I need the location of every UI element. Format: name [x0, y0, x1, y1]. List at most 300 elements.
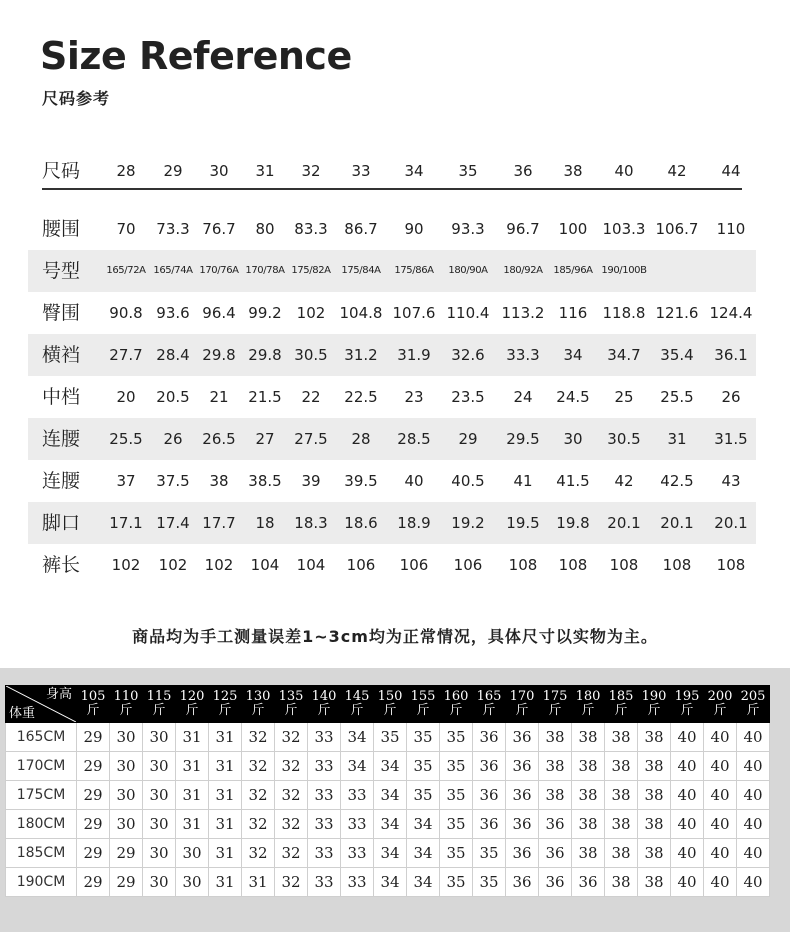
size-header-cell: 34: [404, 162, 424, 180]
weight-value: 120: [179, 689, 205, 704]
weight-size-table: [5, 685, 770, 897]
weight-header-cell: [605, 686, 638, 723]
measure-value: 20.5: [156, 388, 190, 406]
weight-unit: 斤: [152, 703, 166, 718]
recommended-size-cell: 30: [143, 723, 176, 752]
size-header-cell: 40: [614, 162, 634, 180]
measure-value: 27.7: [109, 346, 143, 364]
weight-unit: 斤: [350, 703, 364, 718]
measure-value: 70: [116, 220, 136, 238]
size-measure-row: [28, 292, 756, 334]
measure-value: 22: [301, 388, 321, 406]
measure-value: 93.3: [451, 220, 485, 238]
measure-value: 18.6: [344, 514, 378, 532]
measure-value: 31.5: [714, 430, 748, 448]
recommended-size-cell: 35: [440, 839, 473, 868]
recommended-size-cell: 38: [605, 781, 638, 810]
recommended-size-cell: 35: [440, 752, 473, 781]
measure-value: 17.4: [156, 514, 190, 532]
measure-value: 20.1: [660, 514, 694, 532]
height-row: [6, 752, 770, 781]
recommended-size-cell: 30: [176, 839, 209, 868]
measure-value: 165/72A: [106, 265, 146, 276]
recommended-size-cell: 30: [143, 752, 176, 781]
height-label: 180CM: [6, 810, 77, 839]
measure-value: 31.9: [397, 346, 431, 364]
measure-label: 裤长: [42, 554, 81, 576]
weight-unit: 斤: [680, 703, 694, 718]
recommended-size-cell: 34: [407, 868, 440, 897]
weight-unit: 斤: [713, 703, 727, 718]
measure-value: 34.7: [607, 346, 641, 364]
weight-unit: 斤: [86, 703, 100, 718]
measure-value: 39.5: [344, 472, 378, 490]
measure-value: 17.1: [109, 514, 143, 532]
recommended-size-cell: 29: [77, 723, 110, 752]
recommended-size-cell: 40: [671, 868, 704, 897]
measure-value: 103.3: [602, 220, 646, 238]
weight-value: 150: [377, 689, 403, 704]
measure-value: 124.4: [709, 304, 753, 322]
measure-value: 185/96A: [553, 265, 593, 276]
recommended-size-cell: 38: [638, 781, 671, 810]
measure-value: 113.2: [501, 304, 545, 322]
weight-unit: 斤: [185, 703, 199, 718]
measure-value: 20.1: [607, 514, 641, 532]
size-measure-row: [28, 250, 756, 292]
recommended-size-cell: 36: [506, 723, 539, 752]
measure-value: 29: [458, 430, 478, 448]
measure-value: 20: [116, 388, 136, 406]
measure-value: 21.5: [248, 388, 282, 406]
recommended-size-cell: 29: [77, 752, 110, 781]
weight-header-cell: [374, 686, 407, 723]
measure-value: 102: [296, 304, 326, 322]
measure-value: 110.4: [446, 304, 490, 322]
recommended-size-cell: 30: [143, 839, 176, 868]
measure-value: 106: [346, 556, 376, 574]
measure-value: 43: [721, 472, 741, 490]
measure-value: 29.8: [248, 346, 282, 364]
recommended-size-cell: 32: [275, 752, 308, 781]
weight-header-cell: [539, 686, 572, 723]
measure-value: 110: [716, 220, 746, 238]
recommended-size-cell: 33: [308, 723, 341, 752]
measure-value: 93.6: [156, 304, 190, 322]
weight-value: 205: [740, 689, 766, 704]
recommended-size-cell: 30: [110, 723, 143, 752]
measure-value: 19.2: [451, 514, 485, 532]
recommended-size-cell: 38: [605, 723, 638, 752]
measure-value: 24.5: [556, 388, 590, 406]
recommended-size-cell: 31: [209, 781, 242, 810]
measure-value: 37.5: [156, 472, 190, 490]
measure-value: 100: [558, 220, 588, 238]
corner-cell: [6, 686, 77, 723]
recommended-size-cell: 36: [539, 810, 572, 839]
recommended-size-cell: 38: [572, 752, 605, 781]
measure-value: 76.7: [202, 220, 236, 238]
recommended-size-cell: 38: [605, 752, 638, 781]
recommended-size-cell: 36: [506, 810, 539, 839]
recommended-size-cell: 34: [341, 723, 374, 752]
weight-value: 155: [410, 689, 436, 704]
recommended-size-cell: 34: [374, 839, 407, 868]
measure-value: 170/78A: [245, 265, 285, 276]
recommended-size-cell: 34: [374, 810, 407, 839]
height-row: [6, 810, 770, 839]
measure-label: 横裆: [42, 344, 81, 366]
recommended-size-cell: 31: [176, 781, 209, 810]
recommended-size-cell: 31: [209, 810, 242, 839]
measure-value: 83.3: [294, 220, 328, 238]
recommended-size-cell: 33: [308, 752, 341, 781]
size-header-label: 尺码: [42, 160, 81, 182]
measure-value: 29.8: [202, 346, 236, 364]
measure-value: 23.5: [451, 388, 485, 406]
measure-value: 17.7: [202, 514, 236, 532]
recommended-size-cell: 30: [176, 868, 209, 897]
recommended-size-cell: 35: [374, 723, 407, 752]
height-label: 190CM: [6, 868, 77, 897]
recommended-size-cell: 40: [671, 723, 704, 752]
recommended-size-cell: 31: [176, 723, 209, 752]
recommended-size-cell: 36: [473, 810, 506, 839]
measure-value: 108: [508, 556, 538, 574]
measure-label: 臀围: [42, 302, 81, 324]
measure-value: 38: [209, 472, 229, 490]
measure-value: 102: [158, 556, 188, 574]
recommended-size-cell: 33: [308, 839, 341, 868]
recommended-size-cell: 40: [671, 839, 704, 868]
recommended-size-cell: 33: [341, 810, 374, 839]
weight-value: 170: [509, 689, 535, 704]
recommended-size-cell: 33: [308, 868, 341, 897]
recommended-size-cell: 32: [242, 839, 275, 868]
measure-value: 96.7: [506, 220, 540, 238]
height-label: 170CM: [6, 752, 77, 781]
measurement-note: 商品均为手工测量误差1~3cm均为正常情况，具体尺寸以实物为主。: [132, 627, 658, 646]
recommended-size-cell: 32: [275, 868, 308, 897]
recommended-size-cell: 31: [176, 752, 209, 781]
recommended-size-cell: 30: [143, 781, 176, 810]
recommended-size-cell: 40: [704, 781, 737, 810]
measure-value: 41: [513, 472, 533, 490]
measure-value: 33.3: [506, 346, 540, 364]
measure-value: 31.2: [344, 346, 378, 364]
measure-value: 26.5: [202, 430, 236, 448]
recommended-size-cell: 36: [473, 752, 506, 781]
recommended-size-cell: 36: [506, 839, 539, 868]
weight-value: 135: [278, 689, 304, 704]
measure-value: 22.5: [344, 388, 378, 406]
weight-header-cell: [77, 686, 110, 723]
recommended-size-cell: 33: [308, 810, 341, 839]
recommended-size-cell: 40: [737, 752, 770, 781]
measure-value: 21: [209, 388, 229, 406]
measure-label: 号型: [42, 260, 81, 282]
recommended-size-cell: 40: [737, 868, 770, 897]
recommended-size-cell: 35: [407, 752, 440, 781]
measure-value: 32.6: [451, 346, 485, 364]
measure-value: 23: [404, 388, 424, 406]
recommended-size-cell: 29: [110, 868, 143, 897]
measure-value: 96.4: [202, 304, 236, 322]
weight-header-cell: [341, 686, 374, 723]
recommended-size-cell: 32: [242, 810, 275, 839]
recommended-size-cell: 31: [209, 723, 242, 752]
measure-value: 90.8: [109, 304, 143, 322]
size-measure-row: [28, 334, 756, 376]
weight-header-cell: [176, 686, 209, 723]
measure-value: 180/92A: [503, 265, 543, 276]
weight-header-cell: [110, 686, 143, 723]
weight-size-chart: [0, 668, 790, 932]
weight-value: 190: [641, 689, 667, 704]
recommended-size-cell: 36: [506, 752, 539, 781]
weight-value: 140: [311, 689, 337, 704]
measure-value: 175/86A: [394, 265, 434, 276]
measure-value: 108: [716, 556, 746, 574]
recommended-size-cell: 35: [473, 868, 506, 897]
measure-value: 42: [614, 472, 634, 490]
measure-value: 35.4: [660, 346, 694, 364]
measure-value: 104: [296, 556, 326, 574]
recommended-size-cell: 32: [242, 723, 275, 752]
height-row: [6, 868, 770, 897]
measure-value: 170/76A: [199, 265, 239, 276]
recommended-size-cell: 35: [440, 723, 473, 752]
measure-value: 34: [563, 346, 583, 364]
measure-value: 27.5: [294, 430, 328, 448]
page-title: Size Reference: [40, 34, 352, 78]
recommended-size-cell: 40: [704, 810, 737, 839]
recommended-size-cell: 38: [572, 839, 605, 868]
measure-value: 38.5: [248, 472, 282, 490]
weight-value: 200: [707, 689, 733, 704]
measure-value: 116: [558, 304, 588, 322]
recommended-size-cell: 36: [473, 723, 506, 752]
recommended-size-cell: 35: [407, 723, 440, 752]
measure-value: 106.7: [655, 220, 699, 238]
recommended-size-cell: 29: [77, 839, 110, 868]
recommended-size-cell: 38: [605, 868, 638, 897]
recommended-size-cell: 30: [110, 781, 143, 810]
measure-value: 42.5: [660, 472, 694, 490]
measure-label: 中档: [42, 386, 81, 408]
weight-value: 115: [146, 689, 172, 704]
measure-value: 26: [163, 430, 183, 448]
recommended-size-cell: 40: [704, 839, 737, 868]
measure-value: 190/100B: [601, 265, 647, 276]
recommended-size-cell: 38: [638, 810, 671, 839]
recommended-size-cell: 35: [440, 810, 473, 839]
weight-value: 130: [245, 689, 271, 704]
size-measure-row: [28, 376, 756, 418]
weight-header-cell: [275, 686, 308, 723]
weight-header-cell: [440, 686, 473, 723]
recommended-size-cell: 32: [242, 752, 275, 781]
measure-value: 28: [351, 430, 371, 448]
weight-unit: 斤: [218, 703, 232, 718]
recommended-size-cell: 31: [209, 839, 242, 868]
weight-header-cell: [209, 686, 242, 723]
recommended-size-cell: 30: [143, 810, 176, 839]
measure-value: 104: [250, 556, 280, 574]
recommended-size-cell: 38: [638, 868, 671, 897]
measure-value: 27: [255, 430, 275, 448]
recommended-size-cell: 36: [539, 868, 572, 897]
recommended-size-cell: 38: [539, 752, 572, 781]
recommended-size-cell: 29: [110, 839, 143, 868]
measure-value: 121.6: [655, 304, 699, 322]
weight-value: 105: [80, 689, 106, 704]
weight-value: 185: [608, 689, 634, 704]
recommended-size-cell: 36: [572, 868, 605, 897]
weight-header-cell: [308, 686, 341, 723]
measure-value: 37: [116, 472, 136, 490]
measure-value: 180/90A: [448, 265, 488, 276]
corner-height-label: 身高: [45, 687, 72, 702]
weight-value: 145: [344, 689, 370, 704]
weight-value: 175: [542, 689, 568, 704]
recommended-size-cell: 40: [704, 868, 737, 897]
measure-label: 连腰: [42, 470, 81, 492]
measure-value: 18.9: [397, 514, 431, 532]
recommended-size-cell: 32: [242, 781, 275, 810]
recommended-size-cell: 40: [704, 752, 737, 781]
height-label: 165CM: [6, 723, 77, 752]
measure-value: 28.4: [156, 346, 190, 364]
recommended-size-cell: 40: [704, 723, 737, 752]
weight-unit: 斤: [548, 703, 562, 718]
measure-value: 106: [453, 556, 483, 574]
recommended-size-cell: 31: [209, 752, 242, 781]
weight-unit: 斤: [284, 703, 298, 718]
recommended-size-cell: 36: [539, 839, 572, 868]
size-header-cell: 29: [163, 162, 183, 180]
size-header-cell: 33: [351, 162, 371, 180]
weight-header-cell: [407, 686, 440, 723]
recommended-size-cell: 38: [638, 752, 671, 781]
measure-value: 18.3: [294, 514, 328, 532]
recommended-size-cell: 35: [440, 781, 473, 810]
measure-value: 108: [558, 556, 588, 574]
recommended-size-cell: 40: [671, 810, 704, 839]
weight-value: 160: [443, 689, 469, 704]
size-header-cell: 35: [458, 162, 478, 180]
weight-unit: 斤: [482, 703, 496, 718]
measure-value: 19.5: [506, 514, 540, 532]
recommended-size-cell: 40: [671, 752, 704, 781]
measure-value: 107.6: [392, 304, 436, 322]
recommended-size-cell: 33: [341, 868, 374, 897]
measure-value: 80: [255, 220, 275, 238]
measure-value: 20.1: [714, 514, 748, 532]
recommended-size-cell: 38: [539, 781, 572, 810]
recommended-size-cell: 30: [143, 868, 176, 897]
recommended-size-cell: 40: [737, 839, 770, 868]
weight-unit: 斤: [416, 703, 430, 718]
weight-unit: 斤: [581, 703, 595, 718]
measure-value: 29.5: [506, 430, 540, 448]
size-reference-table: [28, 150, 756, 586]
measure-value: 90: [404, 220, 424, 238]
weight-unit: 斤: [614, 703, 628, 718]
measure-value: 106: [399, 556, 429, 574]
corner-weight-label: 体重: [9, 706, 36, 721]
recommended-size-cell: 35: [473, 839, 506, 868]
size-header-cell: 38: [563, 162, 583, 180]
recommended-size-cell: 33: [341, 781, 374, 810]
recommended-size-cell: 30: [110, 810, 143, 839]
recommended-size-cell: 38: [638, 723, 671, 752]
measure-value: 31: [667, 430, 687, 448]
recommended-size-cell: 35: [440, 868, 473, 897]
recommended-size-cell: 31: [242, 868, 275, 897]
recommended-size-cell: 38: [572, 781, 605, 810]
size-header-cell: 32: [301, 162, 321, 180]
measure-value: 108: [609, 556, 639, 574]
weight-header-cell: [242, 686, 275, 723]
recommended-size-cell: 31: [176, 810, 209, 839]
measure-value: 102: [111, 556, 141, 574]
measure-value: 19.8: [556, 514, 590, 532]
height-row: [6, 839, 770, 868]
recommended-size-cell: 32: [275, 781, 308, 810]
recommended-size-cell: 38: [638, 839, 671, 868]
size-measure-row: [28, 460, 756, 502]
weight-value: 165: [476, 689, 502, 704]
measure-value: 40.5: [451, 472, 485, 490]
size-header-cell: 42: [667, 162, 687, 180]
recommended-size-cell: 33: [341, 839, 374, 868]
weight-header-row: [6, 686, 770, 723]
weight-value: 125: [212, 689, 238, 704]
recommended-size-cell: 38: [605, 810, 638, 839]
measure-value: 26: [721, 388, 741, 406]
measure-value: 165/74A: [153, 265, 193, 276]
recommended-size-cell: 34: [374, 752, 407, 781]
recommended-size-cell: 32: [275, 839, 308, 868]
recommended-size-cell: 40: [737, 810, 770, 839]
recommended-size-cell: 35: [407, 781, 440, 810]
weight-unit: 斤: [119, 703, 133, 718]
size-measure-row: [28, 208, 756, 250]
recommended-size-cell: 36: [506, 868, 539, 897]
recommended-size-cell: 34: [374, 868, 407, 897]
weight-unit: 斤: [515, 703, 529, 718]
weight-header-cell: [473, 686, 506, 723]
size-measure-row: [28, 502, 756, 544]
size-header-cell: 28: [116, 162, 136, 180]
measure-value: 73.3: [156, 220, 190, 238]
weight-unit: 斤: [647, 703, 661, 718]
page-subtitle: 尺码参考: [42, 89, 111, 108]
recommended-size-cell: 33: [308, 781, 341, 810]
measure-value: 99.2: [248, 304, 282, 322]
weight-unit: 斤: [449, 703, 463, 718]
recommended-size-cell: 40: [671, 781, 704, 810]
measure-value: 25.5: [109, 430, 143, 448]
height-row: [6, 723, 770, 752]
weight-value: 195: [674, 689, 700, 704]
weight-unit: 斤: [383, 703, 397, 718]
weight-unit: 斤: [317, 703, 331, 718]
recommended-size-cell: 34: [341, 752, 374, 781]
size-header-row: [28, 150, 756, 190]
recommended-size-cell: 36: [506, 781, 539, 810]
